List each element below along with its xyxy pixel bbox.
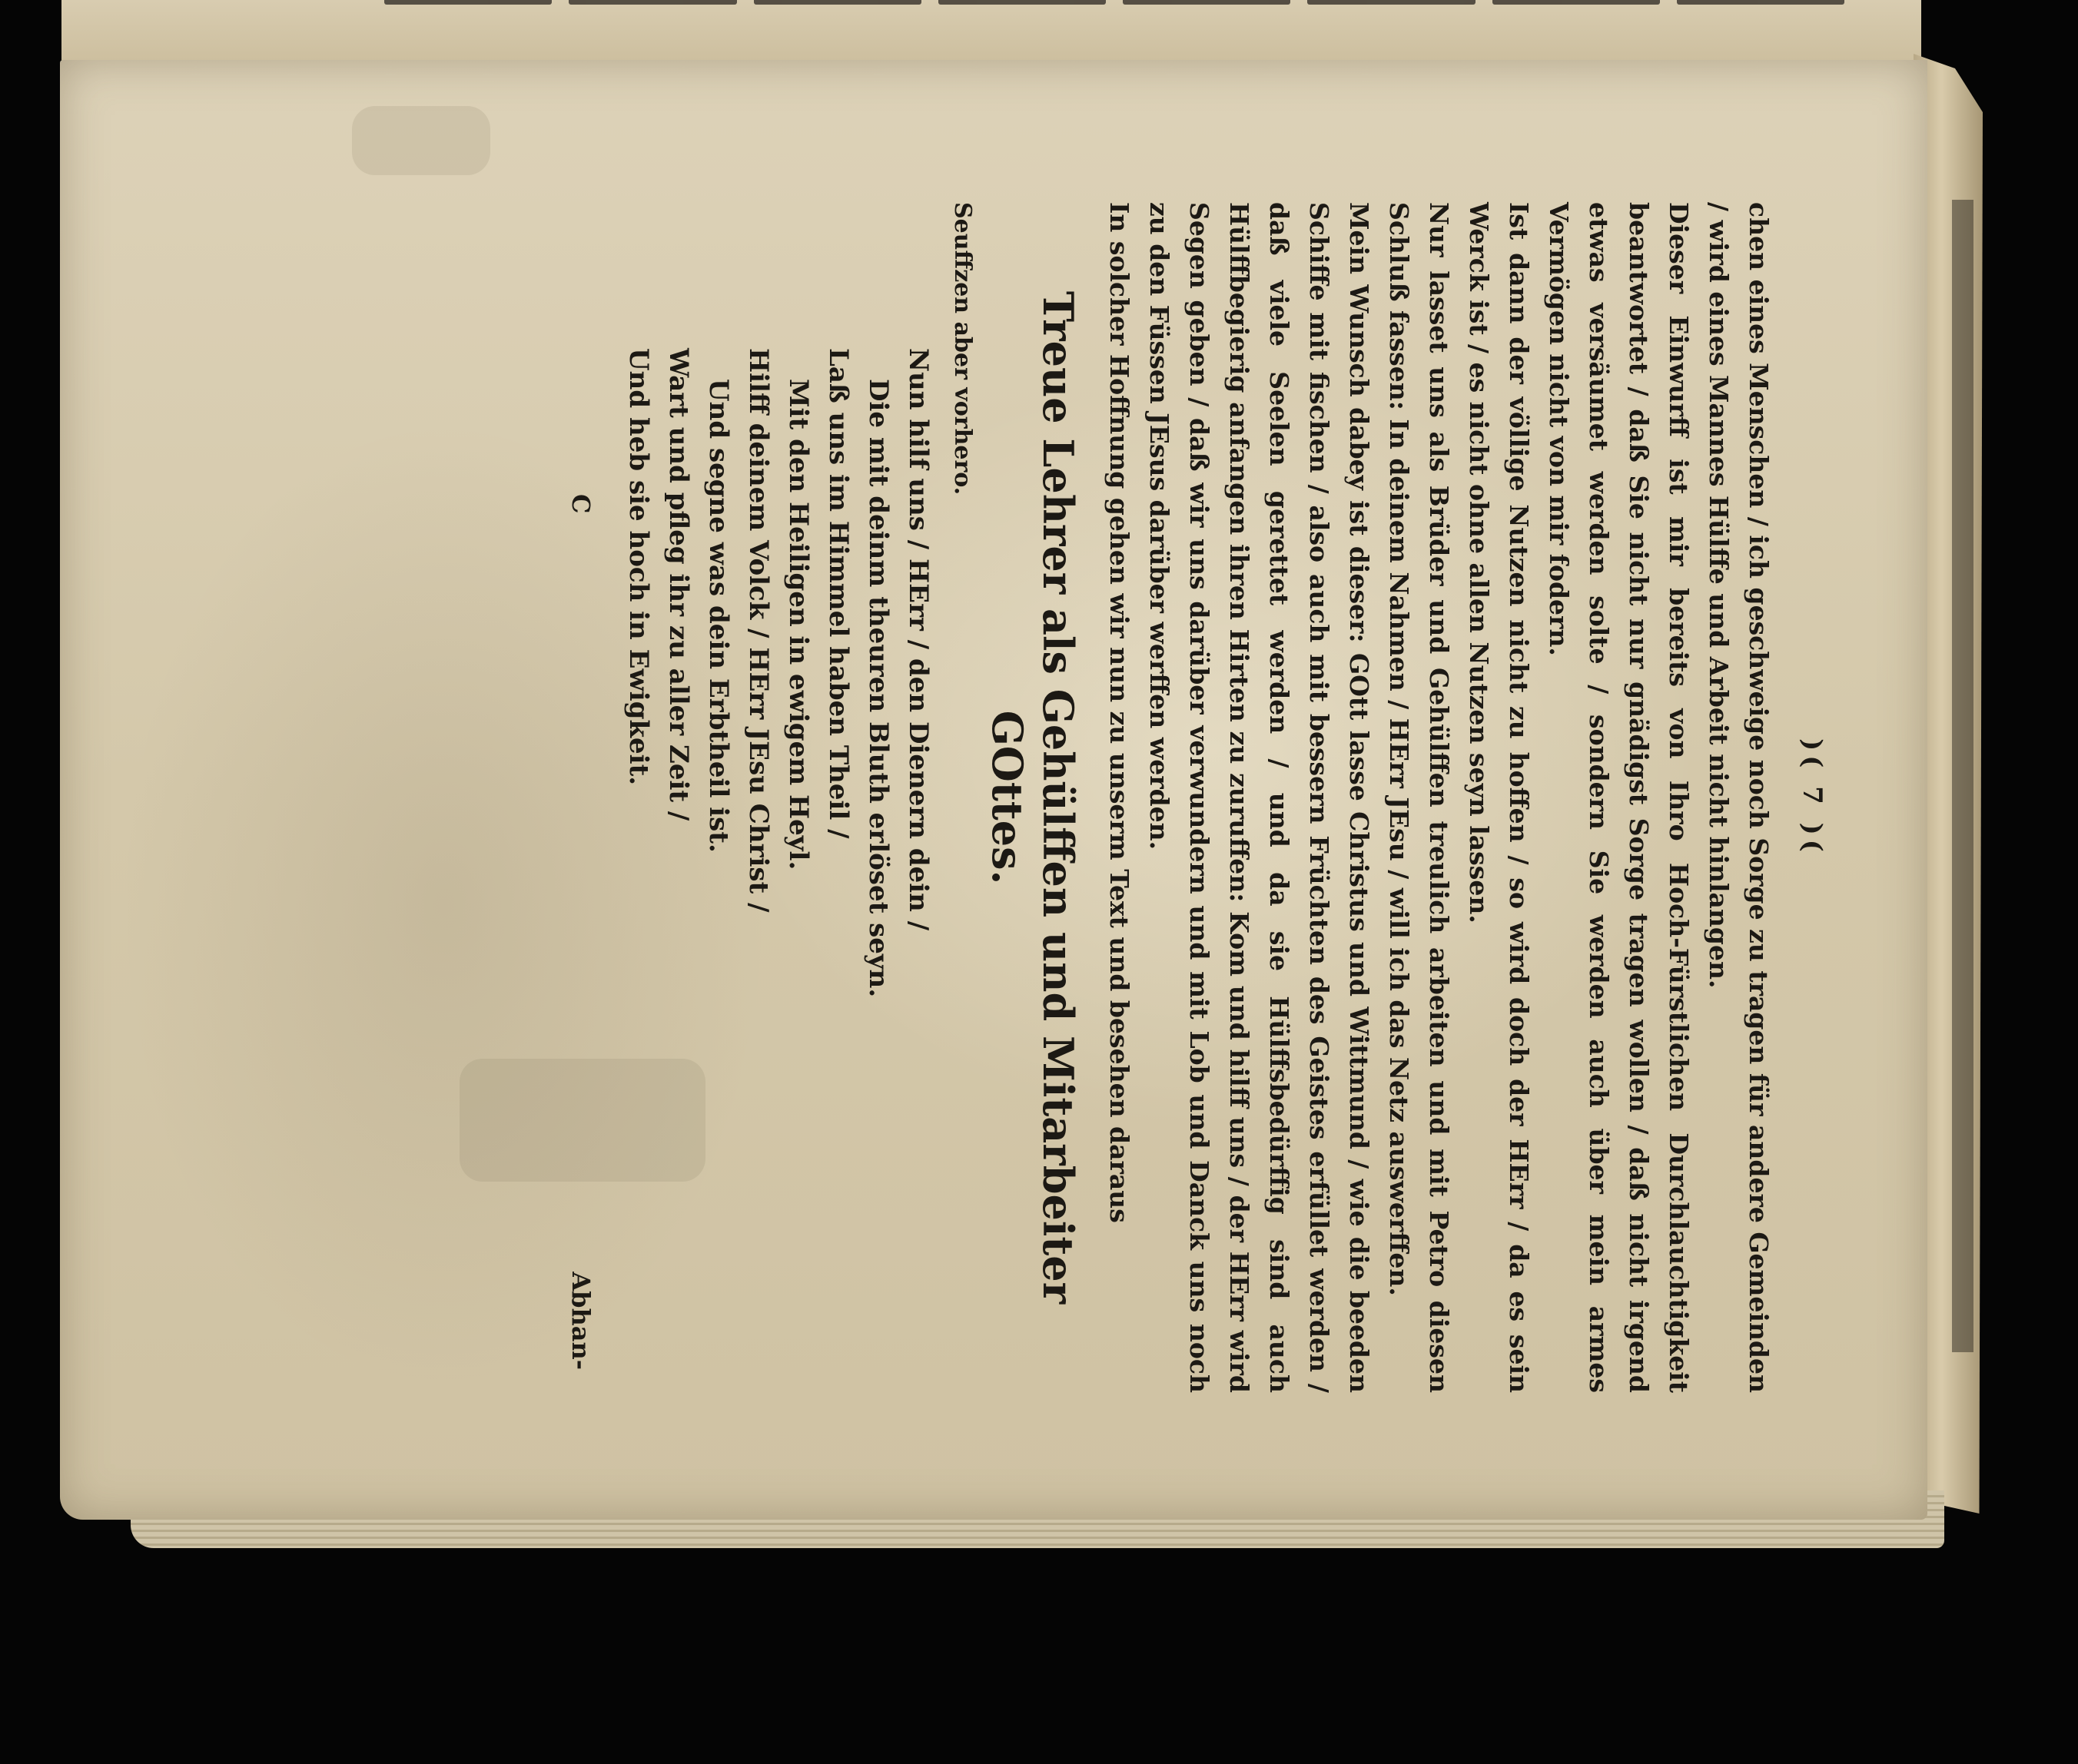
verse-line: Und segne was dein Erbtheil ist. [703,379,734,853]
hymn-verse [619,348,938,1393]
verse-line: Hilff deinem Volck / HErr JEsu Christ / [743,348,774,913]
book-fore-edge-shadow [1952,200,1973,1352]
page-number: )( 7 )( [1797,738,1827,857]
page-footer [549,202,596,1393]
show-through-stain [352,106,490,175]
prose-paragraph: chen eines Menschen / ich geschweige noch Sorge zu tragen für andere Gemeinden / wird eines Mannes Hülffe und Arbeit nicht hinlangen. [1704,202,1774,1393]
verse-line: Die mit deinm theuren Bluth erlöset seyn. [863,379,894,998]
body-prose [1099,202,1778,1393]
underlying-page-text-fragment [384,0,1844,20]
underlying-page-edge [61,0,1921,62]
catchword: Abhan- [566,1272,596,1370]
rotated-text-block [566,202,1827,1393]
prose-paragraph: Mein Wunsch dabey ist dieser: GOtt lasse Christus und Wittmund / wie die beeden Schiffe mit fischen / also auch mit bessern Früchten des Geistes erfüllet werden / daß viele Seelen gerettet werden / und da sie Hülffsbedürffig sind auch Hülffbegierig anfangen ihren Hirten zu zuruffen: Kom und hilff uns / der HErr wird Segen geben / daß wir uns darüber verwundern und mit Lob und Danck uns noch zu den Füssen JEsus darüber werffen werden. [1144,202,1374,1393]
prose-paragraph: Nur lasset uns als Brüder und Gehülffen treulich arbeiten und mit Petro diesen Schluß fassen: In deinem Nahmen / HErr JEsu / will ich das Netz auswerffen. [1384,202,1454,1393]
section-heading [982,202,1084,1393]
heading-line: Treue Lehrer als Gehülffen und Mitarbeiter [1034,290,1083,1305]
heading-line: GOttes. [983,710,1032,885]
prose-paragraph: Ist dann der völlige Nutzen nicht zu hoffen / so wird doch der HErr / da es sein Werck ist / es nicht ohne allen Nutzen seyn lassen. [1464,202,1534,1393]
verse-intro: Seuffzen aber vorhero. [949,202,976,496]
prose-paragraph: Dieser Einwurff ist mir bereits von Ihro Hoch-Fürstlichen Durchlauchtigkeit beantwortet / daß Sie nicht nur gnädigst Sorge tragen wollen / daß nicht irgend etwas versäumet werden solte / sondern Sie werden auch über mein armes Vermögen nicht von mir fodern. [1544,202,1694,1393]
verse-line: Und heb sie hoch in Ewigkeit. [623,348,654,786]
signature-mark: C [566,494,596,514]
prose-paragraph: In solcher Hoffnung gehen wir nun zu unserm Text und besehen daraus [1104,202,1134,1223]
verse-line: Laß uns im Himmel haben Theil / [823,348,854,839]
verse-line: Wart und pfleg ihr zu aller Zeit / [663,348,694,821]
verse-line: Nun hilf uns / HErr / den Dienern dein / [903,348,934,931]
book-page [60,60,1927,1520]
verse-line: Mit den Heiligen in ewigem Heyl. [783,379,814,870]
